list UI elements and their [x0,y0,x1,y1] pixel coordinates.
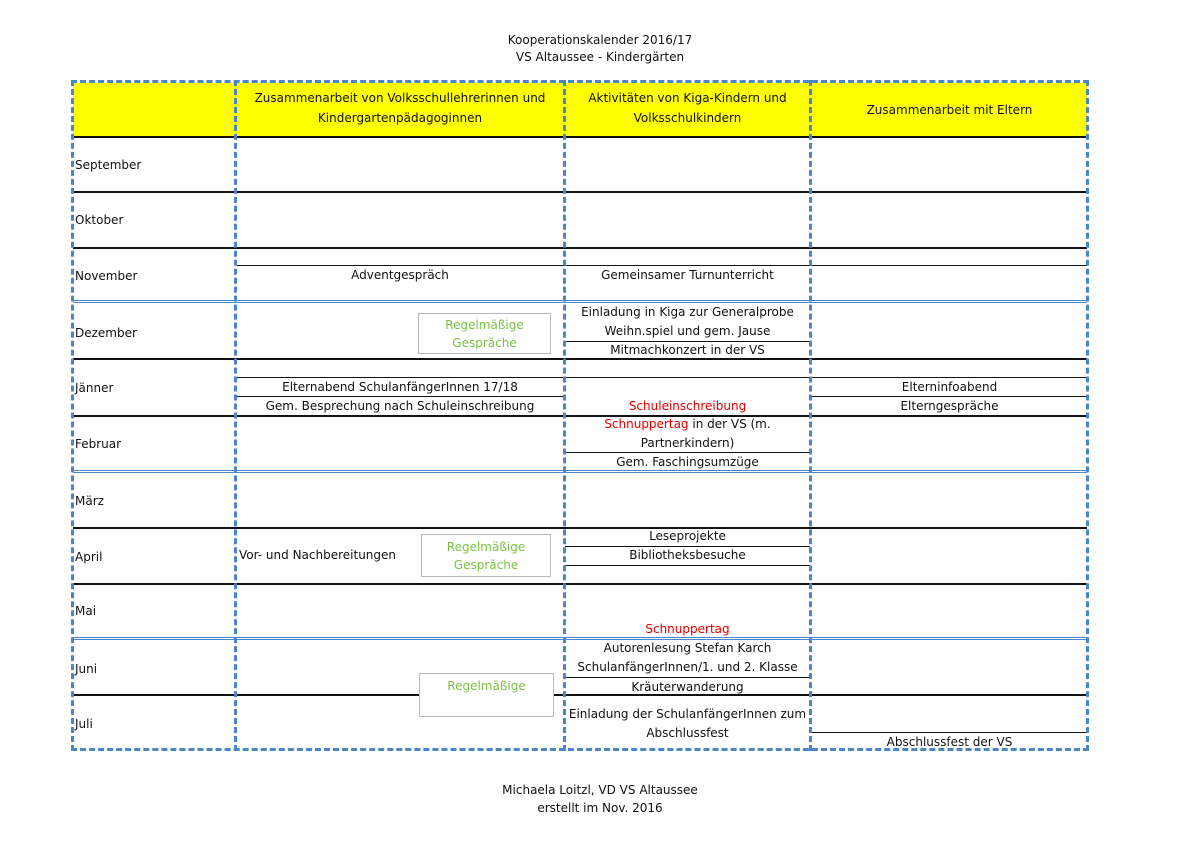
header-text: Kindergartenpädagoginnen [317,111,483,125]
cell-klassen: SchulanfängerInnen/1. und 2. Klasse [577,660,798,674]
header-text: Volksschulkindern [633,111,742,125]
cell-elterngespraeche: Elterngespräche [900,399,999,413]
month-maerz: März [75,494,104,508]
cell-bibliotheksbesuche: Bibliotheksbesuche [629,548,746,562]
month-april: April [75,550,103,564]
cell-leseprojekte: Leseprojekte [649,529,726,543]
cell-text: in der VS (m. [688,417,771,431]
header-col-parents: Zusammenarbeit mit Eltern [866,103,1033,117]
cell-mitmachkonzert: Mitmachkonzert in der VS [610,343,765,357]
box-text: Gespräche [452,336,517,350]
month-dezember: Dezember [75,326,137,340]
month-mai: Mai [75,604,97,618]
footer-date: erstellt im Nov. 2016 [537,801,663,815]
document-title: Kooperationskalender 2016/17 [507,33,693,47]
cell-schnuppertag-mai: Schnuppertag [645,622,730,636]
month-jaenner: Jänner [75,381,114,395]
header-col-teachers [237,88,563,128]
cell-schuleinschreibung: Schuleinschreibung [628,399,747,413]
cell-autorenlesung: Autorenlesung Stefan Karch [603,641,772,655]
cell-text: Partnerkindern) [640,436,735,450]
month-juni: Juni [75,662,98,676]
regular-talks-box [419,673,554,717]
cell-vorbereitungen: Vor- und Nachbereitungen [239,548,397,562]
regular-talks-box [421,534,551,577]
cell-text: Einladung in Kiga zur Generalprobe [581,305,794,319]
month-november: November [75,269,138,283]
cell-besprechung: Gem. Besprechung nach Schuleinschreibung [265,399,535,413]
month-oktober: Oktober [75,213,124,227]
box-text: Regelmäßige [446,540,526,554]
cell-schnuppertag-feb [566,415,809,453]
box-text: Gespräche [453,558,519,572]
cell-kraeuterwanderung: Kräuterwanderung [631,680,744,694]
cell-text: Einladung der SchulanfängerInnen zum [568,707,807,721]
cell-text [566,415,809,434]
cell-einladung-abschlussfest [566,705,809,743]
highlight-text: Schnuppertag [604,417,689,431]
cell-elternabend: Elternabend SchulanfängerInnen 17/18 [282,380,518,394]
month-juli: Juli [75,717,93,731]
footer-author: Michaela Loitzl, VD VS Altaussee [502,783,698,797]
cell-adventgespraech: Adventgespräch [351,268,449,282]
cell-text: Abschlussfest [646,726,729,740]
month-september: September [75,158,142,172]
cell-abschlussfest: Abschlussfest der VS [886,735,1013,749]
header-col-activities [566,88,809,128]
document-subtitle: VS Altaussee - Kindergärten [515,50,685,64]
box-text: Regelmäßige [447,679,526,693]
cell-elterninfoabend: Elterninfoabend [901,380,998,394]
header-text: Aktivitäten von Kiga-Kindern und [588,91,787,105]
cell-turnunterricht: Gemeinsamer Turnunterricht [601,268,774,282]
month-februar: Februar [75,437,122,451]
cell-text: Weihn.spiel und gem. Jause [604,324,771,338]
cell-faschingsumzuege: Gem. Faschingsumzüge [616,455,759,469]
cell-generalprobe [566,303,809,341]
header-text: Zusammenarbeit von Volksschullehrerinnen und [254,91,546,105]
regular-talks-box [418,313,551,354]
box-text: Regelmäßige [445,318,524,332]
